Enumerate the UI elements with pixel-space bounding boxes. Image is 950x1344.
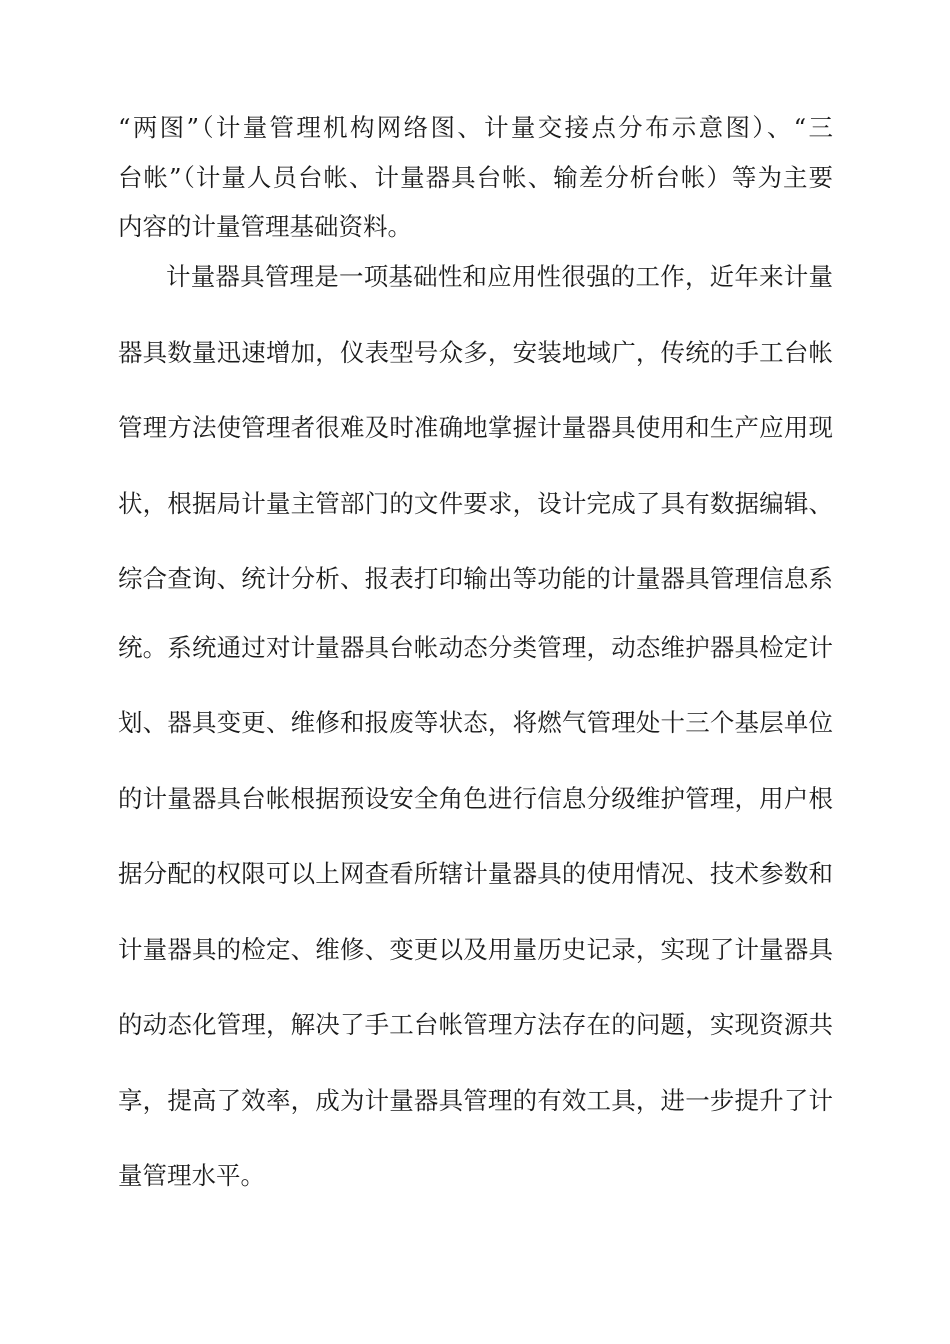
paragraph-2-line-1: 计量器具管理是一项基础性和应用性很强的工作，近年来计量 [166,262,833,291]
paragraph-1-line-3: 内容的计量管理基础资料。 [118,212,412,241]
paragraph-2-line-9: 据分配的权限可以上网查看所辖计量器具的使用情况、技术参数和 [118,859,833,888]
paragraph-2-line-7: 划、器具变更、维修和报废等状态，将燃气管理处十三个基层单位 [118,708,833,737]
paragraph-2-line-5: 综合查询、统计分析、报表打印输出等功能的计量器具管理信息系 [118,564,833,593]
paragraph-2-line-6: 统。系统通过对计量器具台帐动态分类管理，动态维护器具检定计 [118,633,833,662]
paragraph-2-line-12: 享，提高了效率，成为计量器具管理的有效工具，进一步提升了计 [118,1086,833,1115]
paragraph-2-line-8: 的计量器具台帐根据预设安全角色进行信息分级维护管理，用户根 [118,784,833,813]
paragraph-2-line-10: 计量器具的检定、维修、变更以及用量历史记录，实现了计量器具 [118,935,833,964]
paragraph-2-line-11: 的动态化管理，解决了手工台帐管理方法存在的问题，实现资源共 [118,1010,833,1039]
paragraph-2-line-13: 量管理水平。 [118,1161,265,1190]
paragraph-1-line-2: 台帐”（计量人员台帐、计量器具台帐、输差分析台帐）等为主要 [118,163,833,192]
paragraph-2-line-3: 管理方法使管理者很难及时准确地掌握计量器具使用和生产应用现 [118,413,833,442]
paragraph-2-line-4: 状，根据局计量主管部门的文件要求，设计完成了具有数据编辑、 [118,489,833,518]
paragraph-1-line-1: “两图”（计量管理机构网络图、计量交接点分布示意图）、“三 [118,113,833,142]
paragraph-2-line-2: 器具数量迅速增加，仪表型号众多，安装地域广，传统的手工台帐 [118,338,833,367]
